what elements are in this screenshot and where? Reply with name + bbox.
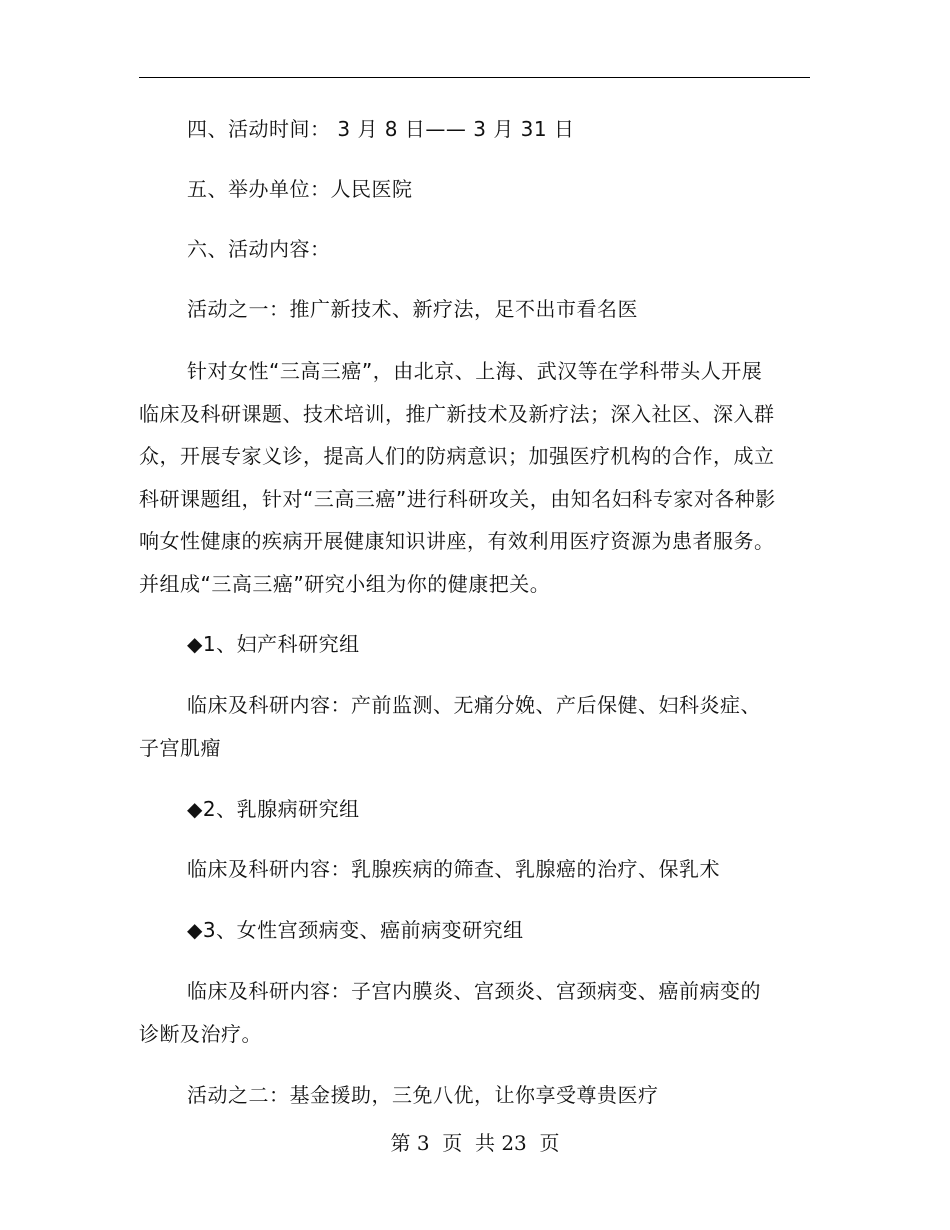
header-rule (139, 77, 810, 78)
intro-paragraph: 针对女性“三高三癌”，由北京、上海、武汉等在学科带头人开展临床及科研课题、技术培训，推广新技术及新疗法；深入社区、深入群众，开展专家义诊，提高人们的防病意识；加强医疗机构的合作，成立科研课题组，针对“三高三癌”进行科研攻关，由知名妇科专家对各种影响女性健康的疾病开展健康知识讲座，有效利用医疗资源为患者服务。并组成“三高三癌”研究小组为你的健康把关。 (139, 359, 776, 596)
group-three-content: 临床及科研内容：子宫内膜炎、宫颈炎、宫颈病变、癌前病变的诊断及治疗。 (139, 979, 761, 1046)
activity-time-line: 四、活动时间： 3 月 8 日—— 3 月 31 日 (187, 117, 575, 141)
group-one-heading: ◆1、妇产科研究组 (187, 632, 360, 656)
group-one-content: 临床及科研内容：产前监测、无痛分娩、产后保健、妇科炎症、子宫肌瘤 (139, 693, 761, 760)
page-footer: 第 3 页 共 23 页 (390, 1131, 560, 1155)
group-two-content: 临床及科研内容：乳腺疾病的筛查、乳腺癌的治疗、保乳术 (187, 857, 720, 881)
group-two-heading: ◆2、乳腺病研究组 (187, 797, 360, 821)
activity-two-heading: 活动之二：基金援助，三免八优，让你享受尊贵医疗 (187, 1083, 659, 1107)
activity-content-heading: 六、活动内容： (187, 237, 331, 261)
organizer-line: 五、举办单位：人民医院 (187, 177, 413, 201)
activity-one-heading: 活动之一：推广新技术、新疗法，足不出市看名医 (187, 297, 638, 321)
group-three-heading: ◆3、女性宫颈病变、癌前病变研究组 (187, 918, 524, 942)
